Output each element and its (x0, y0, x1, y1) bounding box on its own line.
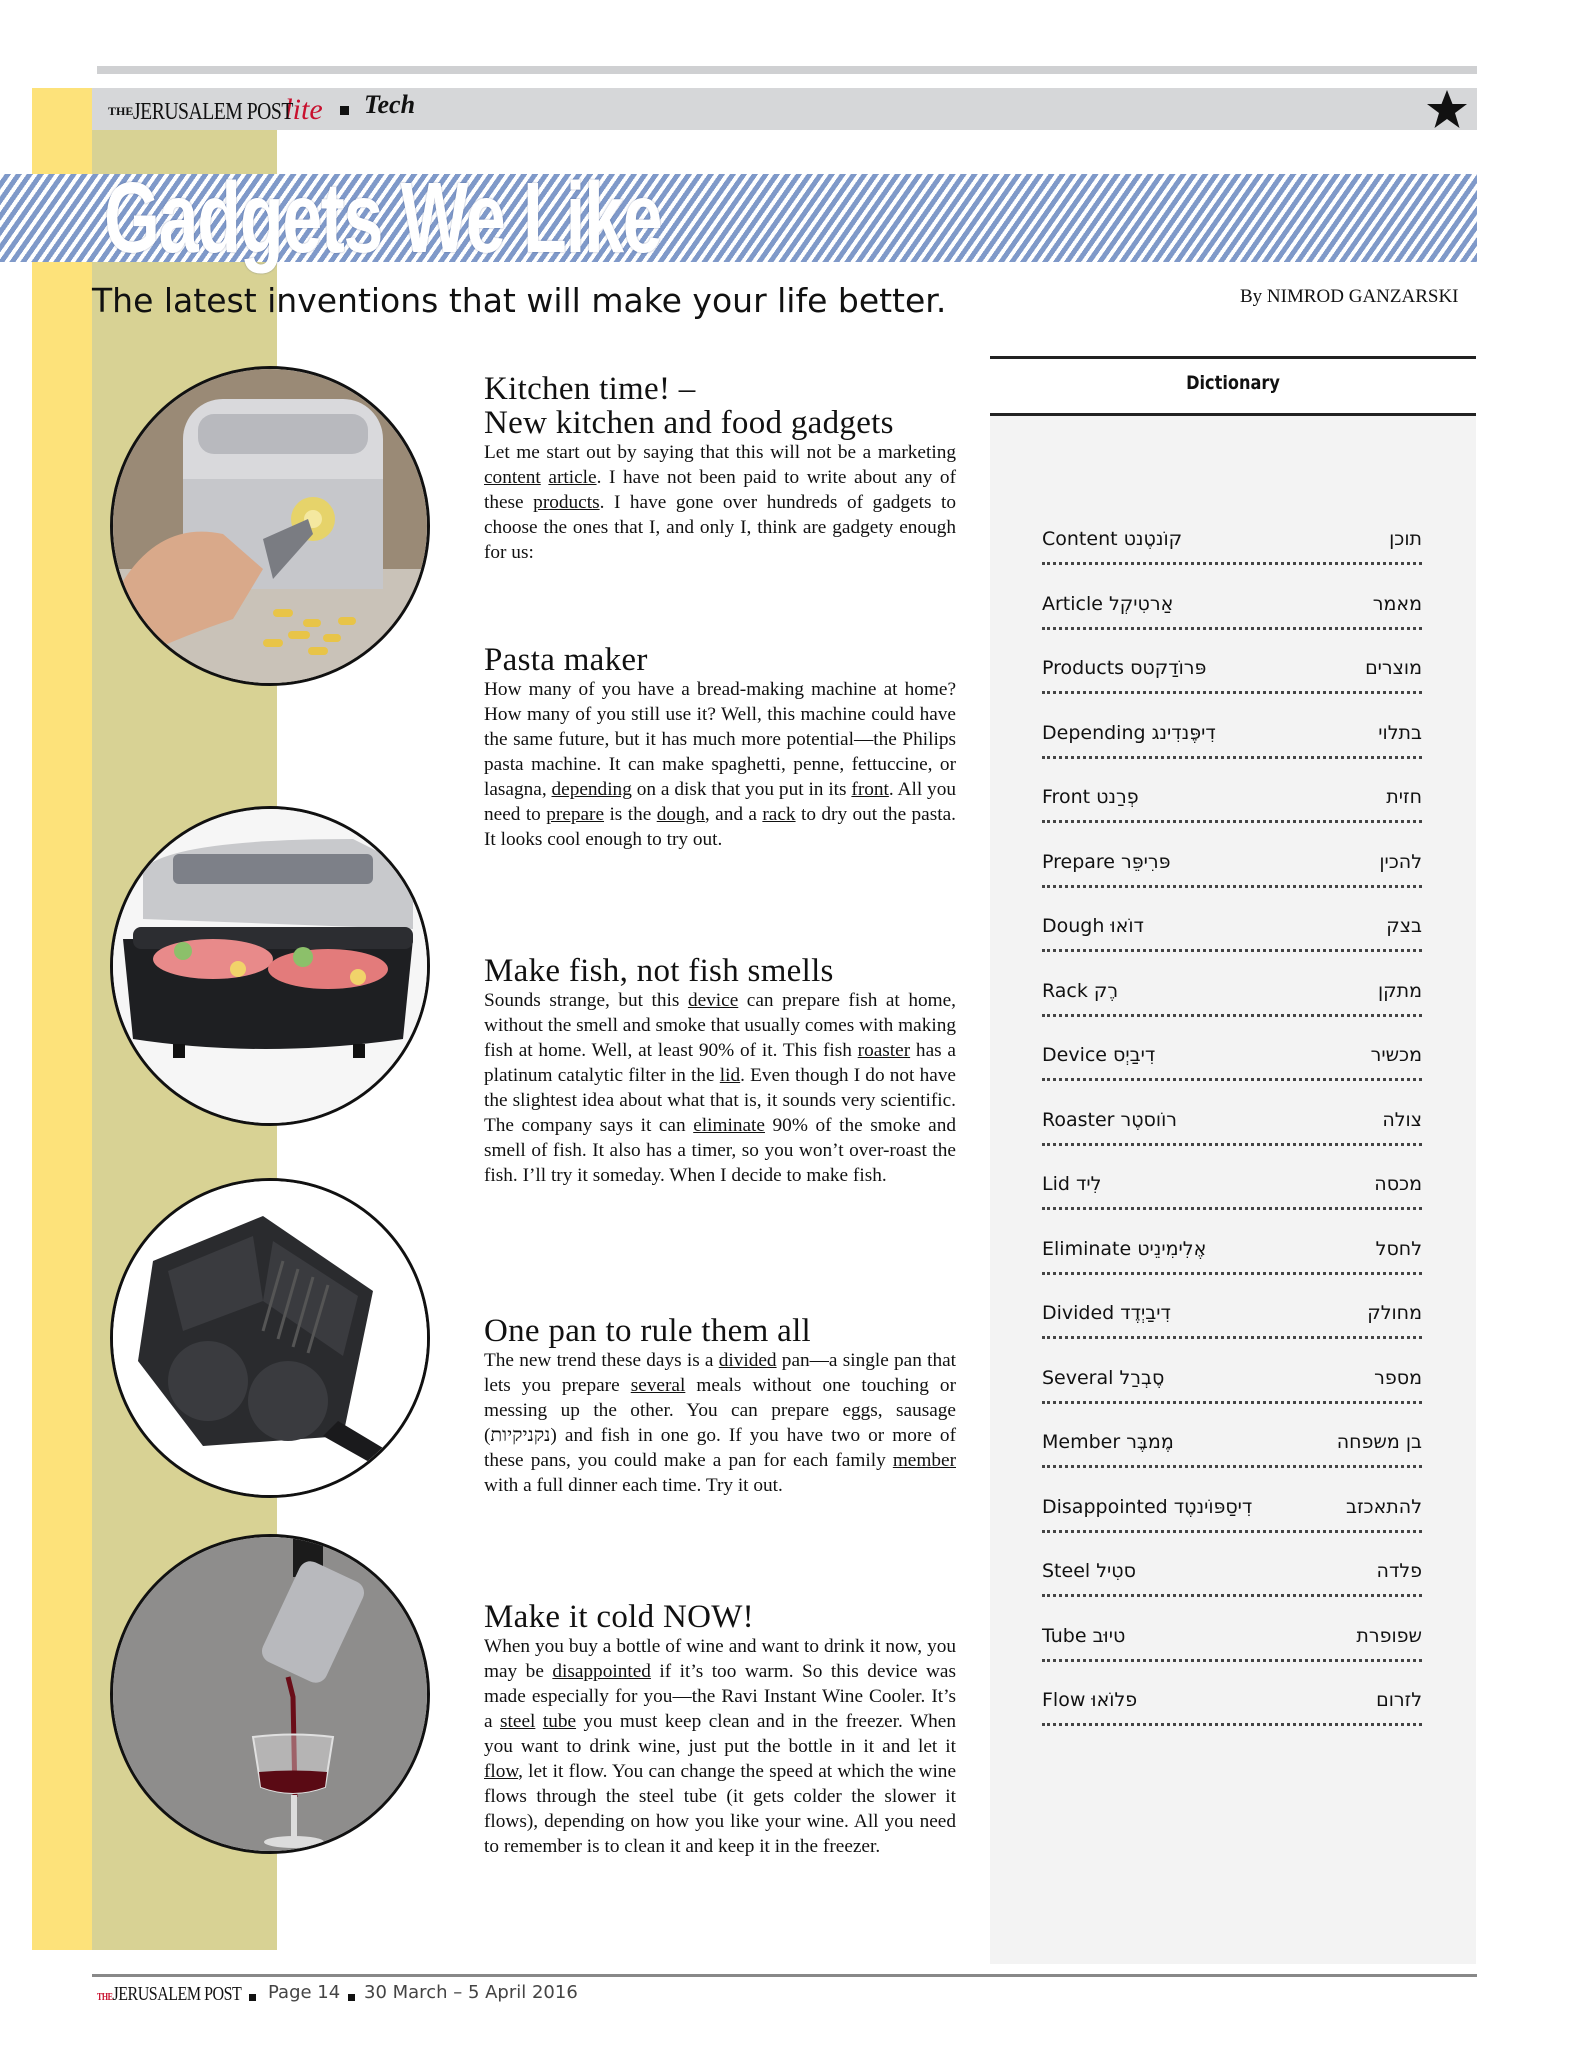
hebrew-transliteration: דִיבַיְס (1113, 1044, 1156, 1066)
english-word: Products (1042, 657, 1131, 679)
article-heading (484, 1314, 956, 1348)
english-word: Front (1042, 786, 1097, 808)
article-text: How many of you have a bread-making machine at home? How many of you still use it? Well, this machine could have the same future, but it has much more potential—the Philips pasta machine. It can make spaghetti, penne, fettuccine, or lasagna, (484, 679, 956, 800)
dotted-divider (1042, 691, 1422, 694)
hebrew-transliteration: פלוֹאוּ (1091, 1689, 1138, 1711)
dictionary-entry (1042, 1496, 1422, 1562)
article-heading (484, 372, 956, 440)
article-text: with a full dinner each time. Try it out. (484, 1475, 783, 1496)
divided-pan-illustration (113, 1181, 427, 1495)
article-text: to dry out the pasta. It looks cool enough to try out. (484, 804, 956, 850)
dictionary-entry (1042, 1302, 1422, 1368)
article-heading-line: New kitchen and food gadgets (484, 405, 894, 441)
article-heading-line: Make it cold NOW! (484, 1599, 754, 1635)
dotted-divider (1042, 1465, 1422, 1468)
hebrew-transliteration: לִיד (1075, 1173, 1102, 1195)
star-icon (1425, 88, 1469, 130)
article-heading-line: Kitchen time! – (484, 371, 696, 407)
publication-logo (108, 93, 323, 125)
hebrew-translation: מכשיר (1370, 1044, 1422, 1066)
dictionary-term (1042, 1173, 1101, 1195)
english-word: Tube (1042, 1624, 1093, 1647)
english-word: Depending (1042, 721, 1152, 744)
divided-pan-photo (110, 1178, 430, 1498)
article-body (484, 677, 956, 852)
dictionary-term (1042, 1496, 1252, 1518)
pasta-maker-illustration (113, 369, 427, 683)
hebrew-translation: מוצרים (1365, 657, 1422, 679)
vocab-word: products (533, 492, 600, 513)
byline: By NIMROD GANZARSKI (1240, 286, 1459, 307)
vocab-word: several (630, 1375, 686, 1396)
article-text: if it’s too warm. So this device was made especially for you—the Ravi Instant Wine Cooler. It’s a (484, 1661, 956, 1732)
english-word: Lid (1042, 1173, 1076, 1195)
dictionary-entry (1042, 657, 1422, 723)
dotted-divider (1042, 1272, 1422, 1275)
article-text: is the (604, 804, 657, 825)
article-text: The new trend these days is a (484, 1350, 719, 1371)
hebrew-transliteration: פּרוֹדַקטס (1130, 657, 1207, 679)
footer-rule (92, 1974, 1477, 1977)
dotted-divider (1042, 1401, 1422, 1404)
dictionary-term (1042, 1302, 1171, 1324)
vocab-word: front (851, 779, 889, 800)
hebrew-translation: חזית (1386, 786, 1422, 808)
pasta-maker-photo (110, 366, 430, 686)
article-wine-cooler (484, 1600, 956, 1859)
english-word: Member (1042, 1431, 1127, 1453)
dictionary-title: Dictionary (1186, 372, 1280, 394)
logo-name: JERUSALEM POST (133, 99, 294, 125)
page-number: Page 14 (268, 1982, 341, 2003)
dotted-divider (1042, 1014, 1422, 1017)
hebrew-translation: מאמר (1372, 592, 1422, 615)
english-word: Divided (1042, 1302, 1121, 1324)
hebrew-transliteration: טיוּב (1092, 1624, 1126, 1647)
article-fish-roaster (484, 954, 956, 1188)
hebrew-translation: מחולק (1367, 1302, 1422, 1324)
logo-lite: lite (284, 93, 323, 126)
article-text: pan—a single pan that lets you prepare (484, 1350, 956, 1396)
hebrew-translation: שפופרת (1356, 1624, 1422, 1647)
hebrew-translation: בן משפחה (1336, 1431, 1422, 1453)
article-text: , and a (704, 804, 763, 825)
dictionary-term (1042, 980, 1118, 1002)
article-text: you must keep clean and in the freezer. When you want to drink wine, just put the bottle in it and let it (484, 1711, 956, 1757)
dictionary-term (1042, 851, 1170, 873)
dictionary-entry (1042, 1689, 1422, 1755)
dictionary-entry (1042, 915, 1422, 981)
dictionary-term (1042, 786, 1139, 808)
hebrew-translation: מכסה (1374, 1173, 1422, 1195)
footer-logo-the: THE (97, 1992, 113, 2003)
hebrew-translation: צולה (1382, 1108, 1422, 1131)
dictionary-term (1042, 1044, 1155, 1066)
dictionary-entry (1042, 1431, 1422, 1497)
dictionary-entry (1042, 528, 1422, 594)
dotted-divider (1042, 627, 1422, 630)
fish-roaster-photo (110, 806, 430, 1126)
footer-logo-name: JERUSALEM POST (112, 1983, 242, 2005)
vocab-word: prepare (546, 804, 605, 825)
wine-cooler-photo (110, 1534, 430, 1854)
dictionary-term (1042, 1431, 1174, 1453)
hebrew-transliteration: דִיפֶּנדִינג (1151, 721, 1216, 744)
side-stripe-yellow (32, 88, 92, 1950)
dictionary-entry (1042, 1560, 1422, 1626)
dictionary-term (1042, 1109, 1177, 1131)
dictionary-entry (1042, 1109, 1422, 1175)
dotted-divider (1042, 820, 1422, 823)
article-text: on a disk that you put in its (631, 779, 852, 800)
article-text: meals without one touching or messing up the other. You can prepare eggs, sausage (נקניקיות) and fish in one go. If you have two or more of these pans, you could make a pan for each family (484, 1375, 956, 1471)
hebrew-translation: בצק (1386, 915, 1422, 937)
vocab-word: roaster (857, 1040, 911, 1061)
dictionary-term (1042, 1367, 1164, 1389)
dictionary-term (1042, 1625, 1125, 1647)
section-label: Tech (364, 90, 416, 119)
dictionary-header-rule (990, 413, 1476, 416)
hebrew-translation: להתאכזב (1345, 1495, 1422, 1518)
dotted-divider (1042, 756, 1422, 759)
article-body (484, 440, 956, 565)
english-word: Roaster (1042, 1108, 1121, 1131)
vocab-word: content (484, 467, 541, 488)
dotted-divider (1042, 1723, 1422, 1726)
english-word: Article (1042, 592, 1109, 615)
hebrew-transliteration: אַרטִיקְל (1109, 592, 1174, 615)
dictionary-term (1042, 722, 1216, 744)
dotted-divider (1042, 562, 1422, 565)
hebrew-transliteration: קוֹנטֶנט (1123, 528, 1183, 550)
english-word: Dough (1042, 915, 1111, 937)
dictionary-entry (1042, 1238, 1422, 1304)
subtitle: The latest inventions that will make your life better. (92, 281, 947, 320)
dictionary-term (1042, 1238, 1206, 1260)
hebrew-translation: תוכן (1389, 528, 1422, 550)
article-heading-line: Make fish, not fish smells (484, 953, 834, 989)
article-heading (484, 954, 956, 988)
dictionary-entry (1042, 786, 1422, 852)
issue-date: 30 March – 5 April 2016 (364, 1982, 578, 2003)
english-word: Flow (1042, 1689, 1092, 1711)
article-body (484, 1348, 956, 1498)
vocab-word: steel (500, 1711, 536, 1732)
article-text: has a platinum catalytic filter in the (484, 1040, 956, 1086)
hebrew-transliteration: סטִיל (1096, 1560, 1136, 1582)
article-heading (484, 643, 956, 677)
dotted-divider (1042, 1207, 1422, 1210)
vocab-word: tube (542, 1711, 577, 1732)
english-word: Disappointed (1042, 1495, 1174, 1518)
hebrew-transliteration: דִיסַפּוֹינטֶד (1173, 1495, 1253, 1518)
vocab-word: eliminate (693, 1115, 765, 1136)
english-word: Content (1042, 528, 1124, 550)
hebrew-transliteration: סֶבְרַל (1119, 1366, 1165, 1389)
article-heading (484, 1600, 956, 1634)
english-word: Prepare (1042, 850, 1122, 873)
dotted-divider (1042, 1078, 1422, 1081)
hebrew-transliteration: פּרִיפֵּר (1121, 850, 1171, 873)
vocab-word: flow (484, 1761, 519, 1782)
footer-separator (348, 1994, 355, 2001)
wine-cooler-illustration (113, 1537, 427, 1851)
vocab-word: depending (551, 779, 632, 800)
article-body (484, 988, 956, 1188)
hebrew-transliteration: דוֹאוּ (1110, 915, 1144, 937)
vocab-word: member (892, 1450, 956, 1471)
fish-roaster-illustration (113, 809, 427, 1123)
hebrew-transliteration: מֶמבֶּר (1126, 1431, 1174, 1453)
vocab-word: dough (656, 804, 705, 825)
dictionary-entry (1042, 1044, 1422, 1110)
header-separator (340, 106, 349, 115)
dictionary-term (1042, 657, 1206, 679)
dotted-divider (1042, 1336, 1422, 1339)
dictionary-term (1042, 593, 1173, 615)
dictionary-top-rule (990, 356, 1476, 359)
dotted-divider (1042, 949, 1422, 952)
dictionary-entry (1042, 1173, 1422, 1239)
english-word: Rack (1042, 979, 1094, 1002)
vocab-word: article (548, 467, 597, 488)
hebrew-transliteration: אֶלִימִינֵיט (1137, 1237, 1207, 1260)
article-text: When you buy a bottle of wine and want to drink it now, you may be (484, 1636, 956, 1682)
hebrew-transliteration: פְרַנט (1096, 786, 1139, 808)
dictionary-term (1042, 1560, 1136, 1582)
vocab-word: disappointed (552, 1661, 651, 1682)
vocab-word: divided (718, 1350, 777, 1371)
vocab-word: rack (762, 804, 796, 825)
dotted-divider (1042, 1594, 1422, 1597)
top-rule (97, 66, 1477, 74)
dictionary-entry (1042, 722, 1422, 788)
vocab-word: lid (719, 1065, 741, 1086)
dotted-divider (1042, 1530, 1422, 1533)
dotted-divider (1042, 885, 1422, 888)
article-text: . I have gone over hundreds of gadgets to choose the ones that I, and only I, think are gadgety enough for us: (484, 492, 956, 563)
article-text: 90% of the smoke and smell of fish. It also has a timer, so you won’t over-roast the fish. I’ll try it someday. When I decide to make fish. (484, 1115, 956, 1186)
hebrew-translation: מתקן (1377, 979, 1422, 1002)
article-text: can prepare fish at home, without the smell and smoke that usually comes with making fish at home. Well, at least 90% of it. This fish (484, 990, 956, 1061)
english-word: Steel (1042, 1560, 1097, 1582)
article-text: Let me start out by saying that this will not be a marketing (484, 442, 956, 463)
dotted-divider (1042, 1143, 1422, 1146)
article-heading-line: One pan to rule them all (484, 1313, 812, 1349)
hebrew-translation: לחסל (1375, 1237, 1422, 1260)
hebrew-translation: פלדה (1376, 1560, 1422, 1582)
article-text: . All you need to (484, 779, 956, 825)
vocab-word: device (687, 990, 739, 1011)
article-divided-pan (484, 1314, 956, 1498)
article-kitchen-time (484, 372, 956, 565)
article-text: . Even though I do not have the slightest idea about what that is, it sounds very scientific. The company says it can (484, 1065, 956, 1136)
english-word: Several (1042, 1366, 1120, 1389)
dictionary-term (1042, 528, 1182, 550)
hebrew-transliteration: רֶק (1093, 979, 1119, 1002)
article-body (484, 1634, 956, 1859)
dictionary-entry (1042, 1367, 1422, 1433)
dictionary-term (1042, 1689, 1137, 1711)
hebrew-translation: בתלוי (1378, 721, 1422, 744)
footer-logo (97, 1983, 241, 2006)
article-pasta-maker (484, 643, 956, 852)
article-text (535, 1711, 542, 1732)
dictionary-term (1042, 915, 1144, 937)
article-text: Sounds strange, but this (484, 990, 688, 1011)
dictionary-entry (1042, 593, 1422, 659)
hebrew-translation: לזרום (1376, 1689, 1422, 1711)
logo-the: THE (108, 104, 134, 118)
english-word: Eliminate (1042, 1237, 1138, 1260)
page-title: Gadgets We Like (104, 162, 662, 274)
english-word: Device (1042, 1044, 1114, 1066)
hebrew-translation: מספר (1374, 1366, 1422, 1389)
article-text: . I have not been paid to write about any of these (484, 467, 956, 513)
article-text: , let it flow. You can change the speed at which the wine flows through the steel tube (it gets colder the slower it flows), depending on how you like your wine. All you need to remember is to clean it and keep it in the freezer. (484, 1761, 956, 1857)
hebrew-translation: להכין (1379, 850, 1422, 873)
hebrew-transliteration: רוֹוסטֶר (1120, 1108, 1177, 1131)
dotted-divider (1042, 1659, 1422, 1662)
dictionary-entry (1042, 851, 1422, 917)
hebrew-transliteration: דִיבַיְדֶד (1120, 1302, 1171, 1324)
article-heading-line: Pasta maker (484, 642, 648, 678)
dictionary-entry (1042, 1625, 1422, 1691)
footer-separator (249, 1994, 256, 2001)
dictionary-entry (1042, 980, 1422, 1046)
